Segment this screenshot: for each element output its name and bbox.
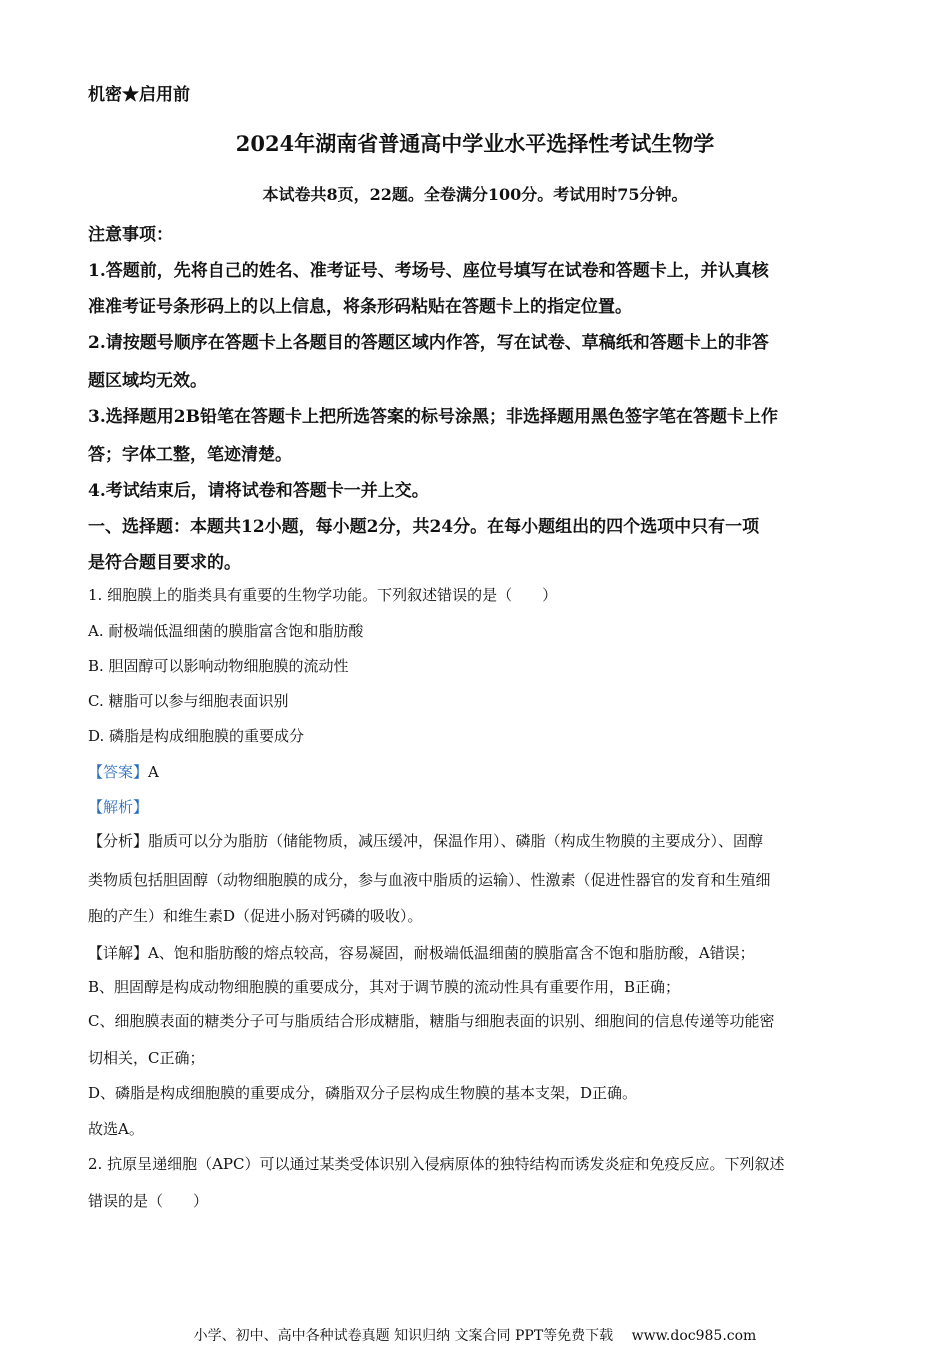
page-footer: 小学、初中、高中各种试卷真题 知识归纳 文案合同 PPT等免费下载 www.doc985.com xyxy=(193,1328,757,1344)
question-2-stem-line-2: 错误的是（ ） xyxy=(88,1192,209,1210)
notice-item-1-line-2: 准准考证号条形码上的以上信息，将条形码粘贴在答题卡上的指定位置。 xyxy=(88,297,632,317)
question-2-stem-line-1: 2. 抗原呈递细胞（APC）可以通过某类受体识别入侵病原体的独特结构而诱发炎症和免疫反应。下列叙述 xyxy=(88,1155,785,1173)
answer-value: A xyxy=(148,763,159,781)
notice-item-2-line-2: 题区域均无效。 xyxy=(88,371,207,391)
notice-item-2-line-1: 2.请按题号顺序在答题卡上各题目的答题区域内作答，写在试卷、草稿纸和答题卡上的非答 xyxy=(88,333,769,353)
xiangjie-line-1 xyxy=(88,942,755,963)
fenxi-line-1 xyxy=(88,830,763,851)
fenxi-line-2: 类物质包括胆固醇（动物细胞膜的成分，参与血液中脂质的运输）、性激素（促进性器官的发育和生殖细 xyxy=(88,871,771,889)
exam-subtitle: 本试卷共8页，22题。全卷满分100分。考试用时75分钟。 xyxy=(262,185,688,204)
xiangjie-label: 【详解】 xyxy=(88,944,149,962)
analysis-label: 【解析】 xyxy=(88,798,149,816)
section-heading-line-1: 一、选择题：本题共12小题，每小题2分，共24分。在每小题组出的四个选项中只有一项 xyxy=(88,517,760,537)
answer-row xyxy=(88,761,159,782)
question-1-conclusion: 故选A。 xyxy=(88,1120,144,1138)
page-title: 2024年湖南省普通高中学业水平选择性考试生物学 xyxy=(235,131,715,156)
notice-heading: 注意事项： xyxy=(88,225,173,245)
notice-item-4: 4.考试结束后，请将试卷和答题卡一并上交。 xyxy=(88,481,429,501)
question-1-option-d: D. 磷脂是构成细胞膜的重要成分 xyxy=(88,727,305,745)
fenxi-text-1: 脂质可以分为脂肪（储能物质，减压缓冲，保温作用）、磷脂（构成生物膜的主要成分）、固醇 xyxy=(148,832,764,850)
confidential-label: 机密★启用前 xyxy=(88,85,190,105)
question-1-option-b: B. 胆固醇可以影响动物细胞膜的流动性 xyxy=(88,657,349,675)
notice-item-1-line-1: 1.答题前，先将自己的姓名、准考证号、考场号、座位号填写在试卷和答题卡上，并认真核 xyxy=(88,261,769,281)
notice-item-3-line-1: 3.选择题用2B铅笔在答题卡上把所选答案的标号涂黑；非选择题用黑色签字笔在答题卡上作 xyxy=(88,407,778,427)
fenxi-label: 【分析】 xyxy=(88,832,149,850)
notice-item-3-line-2: 答；字体工整，笔迹清楚。 xyxy=(88,445,292,465)
question-1-stem: 1. 细胞膜上的脂类具有重要的生物学功能。下列叙述错误的是（ ） xyxy=(88,586,558,604)
xiangjie-line-3: C、细胞膜表面的糖类分子可与脂质结合形成糖脂，糖脂与细胞表面的识别、细胞间的信息传递等功能密 xyxy=(88,1012,775,1030)
section-heading-line-2: 是符合题目要求的。 xyxy=(88,553,241,573)
xiangjie-text-1: A、饱和脂肪酸的熔点较高，容易凝固，耐极端低温细菌的膜脂富含不饱和脂肪酸，A错误； xyxy=(148,944,755,962)
xiangjie-line-5: D、磷脂是构成细胞膜的重要成分，磷脂双分子层构成生物膜的基本支架，D正确。 xyxy=(88,1084,638,1102)
question-1-option-a: A. 耐极端低温细菌的膜脂富含饱和脂肪酸 xyxy=(88,622,364,640)
xiangjie-line-2: B、胆固醇是构成动物细胞膜的重要成分，其对于调节膜的流动性具有重要作用，B正确； xyxy=(88,978,681,996)
question-1-option-c: C. 糖脂可以参与细胞表面识别 xyxy=(88,692,289,710)
answer-label: 【答案】 xyxy=(88,763,149,781)
xiangjie-line-4: 切相关，C正确； xyxy=(88,1049,205,1067)
fenxi-line-3: 胞的产生）和维生素D（促进小肠对钙磷的吸收）。 xyxy=(88,907,423,925)
